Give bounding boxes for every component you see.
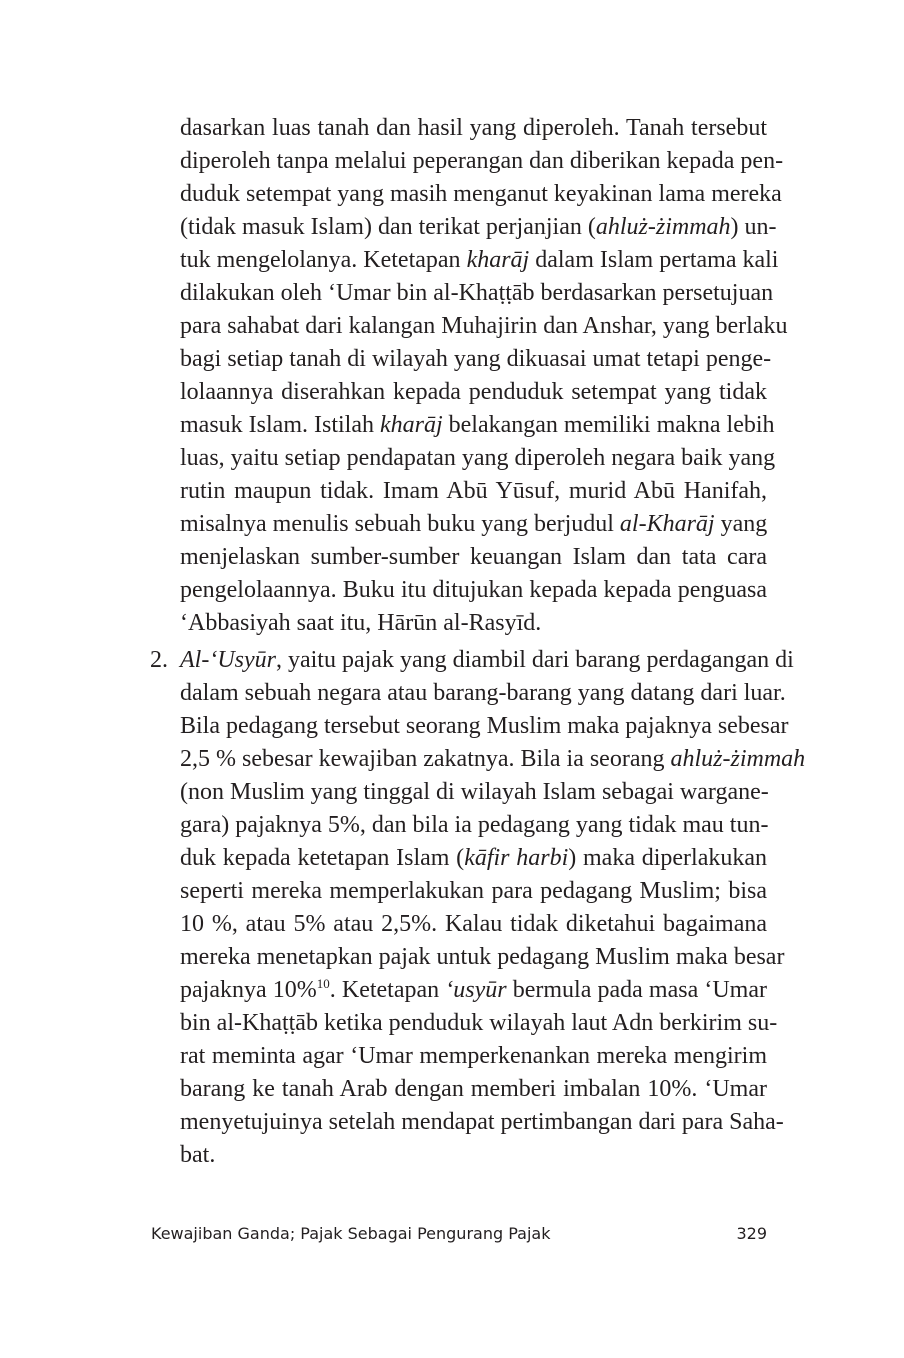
text-line: Bila pedagang tersebut seorang Muslim maka pajaknya sebesar [180,713,789,739]
text-line: bat. [180,1142,216,1168]
italic-term: kharāj [466,247,530,273]
text-line: misalnya menulis sebuah buku yang berjudul al-Kharāj yang [180,511,768,537]
running-footer-title: Kewajiban Ganda; Pajak Sebagai Pengurang Pajak [151,1224,551,1243]
text-line: duduk setempat yang masih menganut keyakinan lama mereka [180,181,782,207]
text-line: rutin maupun tidak. Imam Abū Yūsuf, murid Abū Hanifah, [180,478,767,504]
text-line: (tidak masuk Islam) dan terikat perjanjian (ahluż-żimmah) un- [180,214,777,240]
text-line: gara) pajaknya 5%, dan bila ia pedagang yang tidak mau tun- [180,812,769,838]
text-line: pajaknya 10%$^{10}$. Ketetapan ‘usyūr bermula pada masa ‘Umar [180,976,767,1003]
text-line: masuk Islam. Istilah kharāj belakangan memiliki makna lebih [180,412,775,438]
text-line: menjelaskan sumber-sumber keuangan Islam dan tata cara [180,544,767,570]
footnote-ref[interactable]: 10 [316,976,330,991]
text-line: seperti mereka memperlakukan para pedagang Muslim; bisa [180,878,767,904]
italic-term: kharāj [379,412,443,438]
text-line: diperoleh tanpa melalui peperangan dan diberikan kepada pen- [180,148,784,174]
text-line: pengelolaannya. Buku itu ditujukan kepada kepada penguasa [180,577,767,603]
text-line: dalam sebuah negara atau barang-barang yang datang dari luar. [180,680,786,706]
text-line: 2,5 % sebesar kewajiban zakatnya. Bila ia seorang ahluż-żimmah [180,746,806,772]
italic-term: ‘usyūr [445,977,507,1003]
text-line: para sahabat dari kalangan Muhajirin dan Anshar, yang berlaku [180,313,788,339]
italic-term: ahluż-żimmah [595,214,731,240]
text-line: 10 %, atau 5% atau 2,5%. Kalau tidak diketahui bagaimana [180,911,767,937]
italic-term: kāfir harbi [464,845,569,871]
text-line: menyetujuinya setelah mendapat pertimbangan dari para Saha- [180,1109,784,1135]
text-line: mereka menetapkan pajak untuk pedagang Muslim maka besar [180,944,785,970]
text-line: duk kepada ketetapan Islam (kāfir harbi) maka diperlakukan [180,845,767,871]
text-line: bagi setiap tanah di wilayah yang dikuasai umat tetapi penge- [180,346,772,372]
italic-term: ahluż-żimmah [670,746,806,772]
text-line: tuk mengelolanya. Ketetapan kharāj dalam Islam pertama kali [180,247,779,273]
list-number: 2. [150,647,168,673]
text-line: dasarkan luas tanah dan hasil yang diperoleh. Tanah tersebut [180,115,767,141]
page-number: 329 [736,1224,767,1243]
text-line: ‘Abbasiyah saat itu, Hārūn al-Rasyīd. [180,610,542,636]
text-line: lolaannya diserahkan kepada penduduk setempat yang tidak [180,379,767,405]
text-line: bin al-Khaṭṭāb ketika penduduk wilayah laut Adn berkirim su- [180,1010,778,1036]
text-line: (non Muslim yang tinggal di wilayah Islam sebagai wargane- [180,779,769,805]
text-line: rat meminta agar ‘Umar memperkenankan mereka mengirim [180,1043,767,1069]
text-line: luas, yaitu setiap pendapatan yang diperoleh negara baik yang [180,445,776,471]
italic-term: al-Kharāj [619,511,715,537]
italic-term: Al-‘Usyūr [180,647,276,673]
text-line: dilakukan oleh ‘Umar bin al-Khaṭṭāb berdasarkan persetujuan [180,280,774,306]
text-line: Al-‘Usyūr, yaitu pajak yang diambil dari barang perdagangan di [180,647,794,673]
text-line: barang ke tanah Arab dengan memberi imbalan 10%. ‘Umar [180,1076,767,1102]
